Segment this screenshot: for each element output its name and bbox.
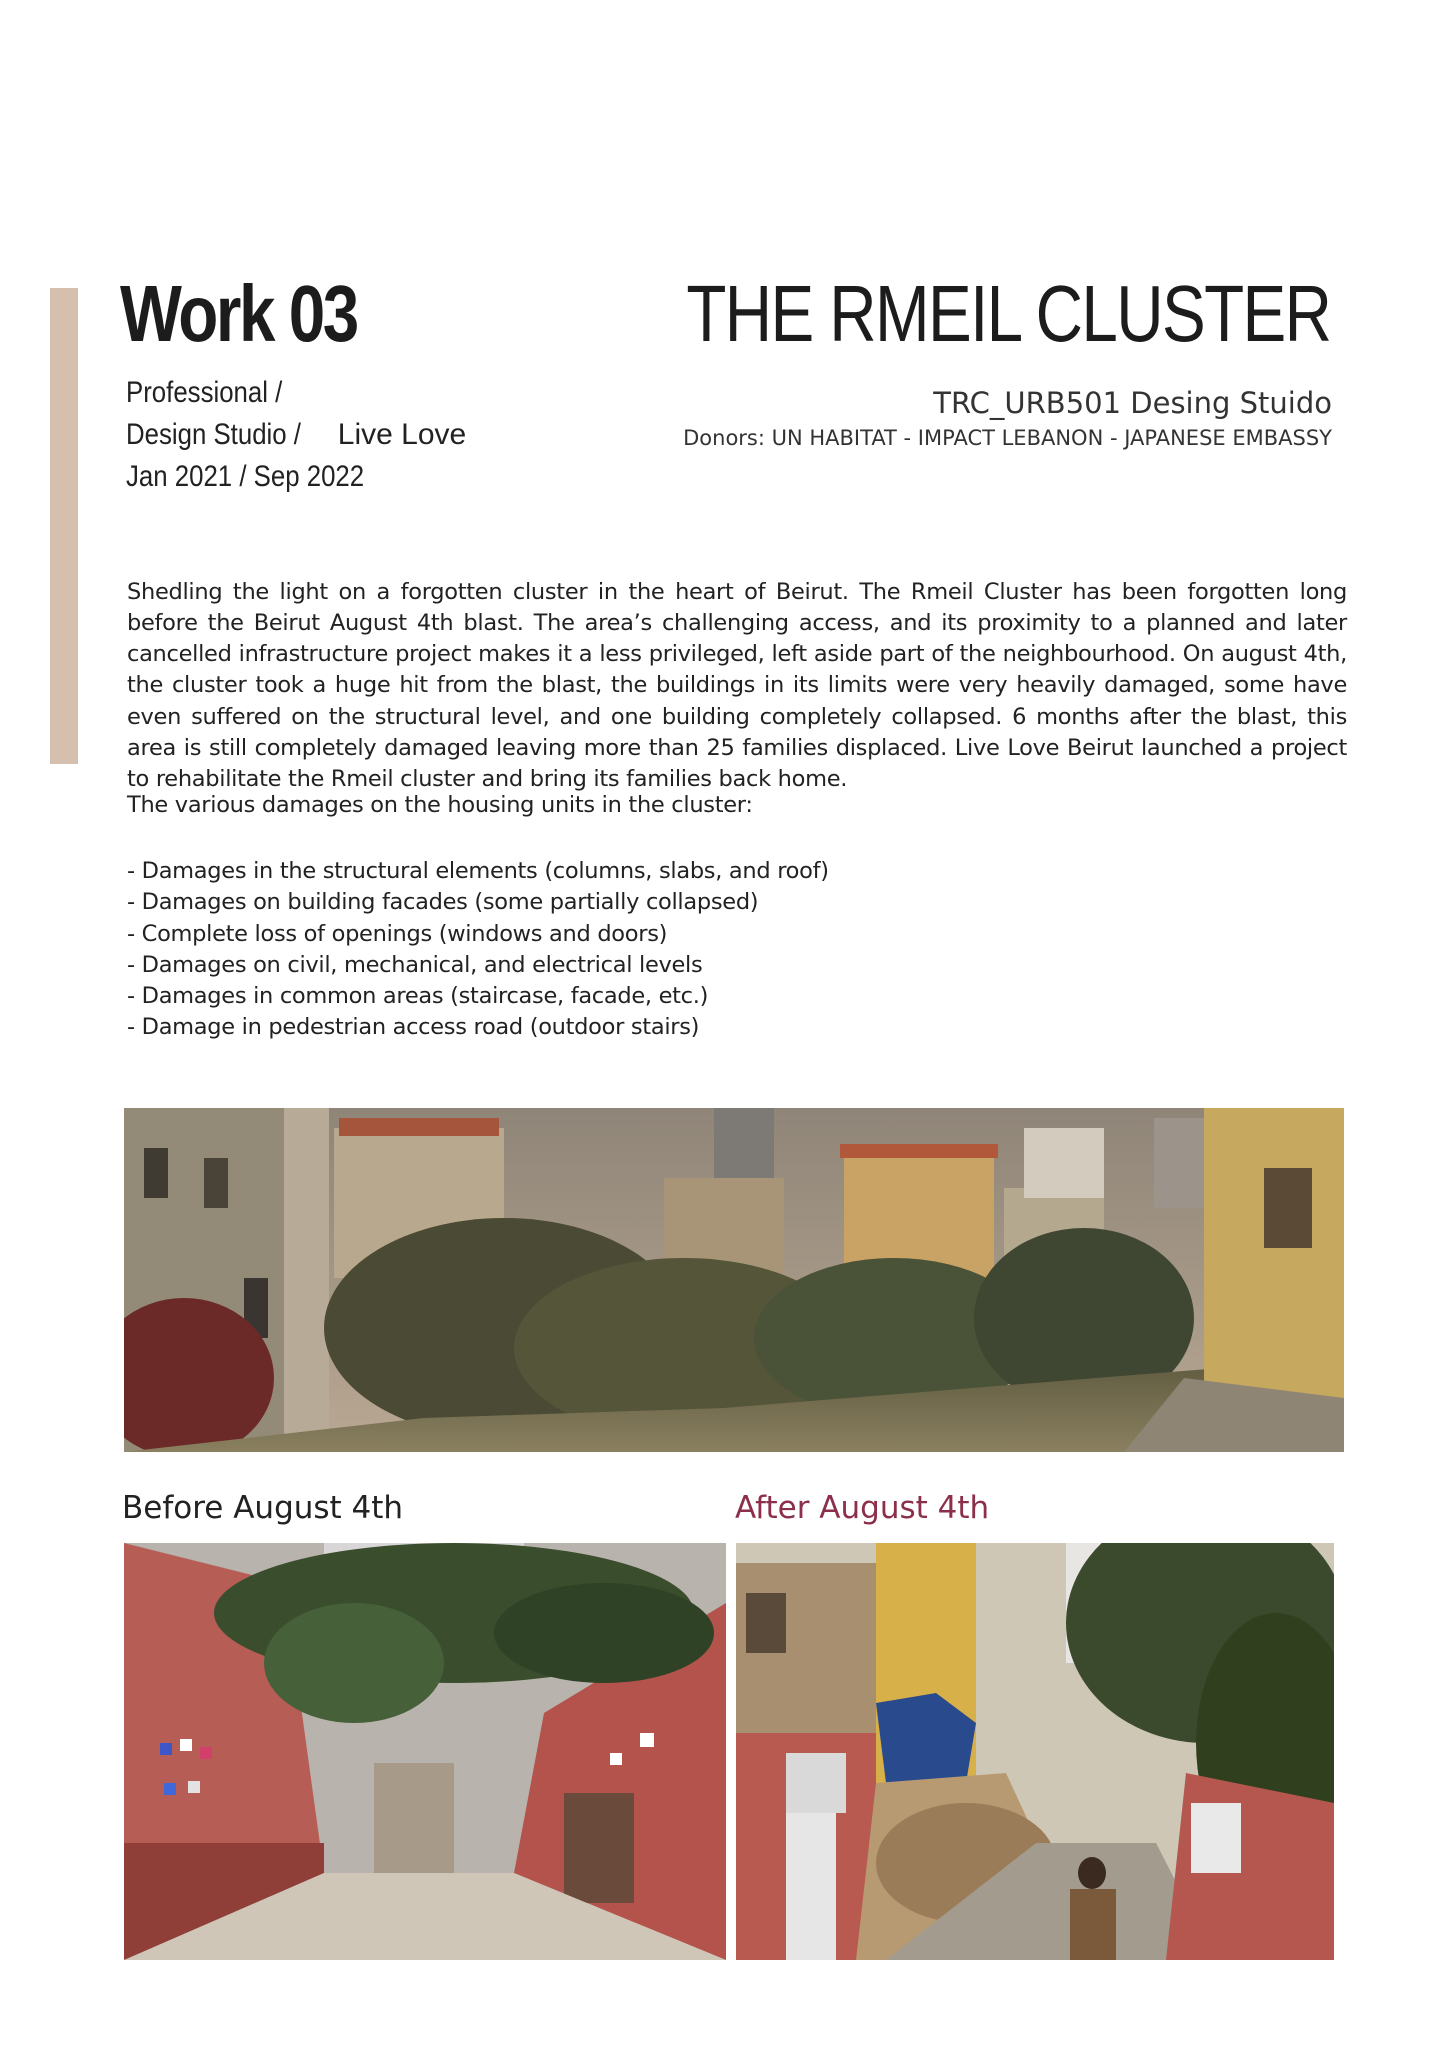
after-photo xyxy=(736,1543,1334,1960)
damage-item: - Damages in common areas (staircase, facade, etc.) xyxy=(127,983,709,1010)
accent-bar xyxy=(50,288,78,764)
meta-role: Professional / xyxy=(126,376,283,409)
damage-item: - Complete loss of openings (windows and doors) xyxy=(127,920,668,947)
meta-line-3 xyxy=(126,456,466,498)
damage-item: - Damages in the structural elements (columns, slabs, and roof) xyxy=(127,858,829,884)
damage-item: - Damage in pedestrian access road (outdoor stairs) xyxy=(127,1014,700,1041)
donors-line: Donors: UN HABITAT - IMPACT LEBANON - JAPANESE EMBASSY xyxy=(683,426,1332,450)
caption-before: Before August 4th xyxy=(122,1490,404,1526)
project-title: THE RMEIL CLUSTER xyxy=(685,269,1330,358)
course-code: TRC_URB501 Desing Stuido xyxy=(933,386,1332,420)
before-photo xyxy=(124,1543,726,1960)
damage-item: - Damages on building facades (some partially collapsed) xyxy=(127,889,759,916)
project-meta xyxy=(126,372,466,498)
panorama-photo xyxy=(124,1108,1344,1452)
damages-intro: The various damages on the housing units in the cluster: xyxy=(127,792,753,818)
meta-dates: Jan 2021 / Sep 2022 xyxy=(126,460,365,493)
caption-after: After August 4th xyxy=(735,1490,990,1526)
damages-list xyxy=(127,856,829,1044)
meta-line-2 xyxy=(126,414,466,456)
meta-line-1 xyxy=(126,372,466,414)
work-title: Work 03 xyxy=(120,269,357,358)
meta-studio: Design Studio / xyxy=(126,418,301,451)
project-description: Shedling the light on a forgotten cluster in the heart of Beirut. The Rmeil Cluster has been forgotten long before the Beirut August 4th blast. The area’s challenging access, and its proximity to a planned and later cancelled infrastructure project makes it a less privileged, left aside part of the neighbourhood. On august 4th, the cluster took a huge hit from the blast, the buildings in its limits were very heavily damaged, some have even suffered on the structural level, and one building completely collapsed. 6 months after the blast, this area is still completely damaged leaving more than 25 families displaced. Live Love Beirut launched a project to rehabilitate the Rmeil cluster and bring its families back home. xyxy=(127,578,1347,793)
damage-item: - Damages on civil, mechanical, and electrical levels xyxy=(127,951,703,978)
meta-client: Live Love xyxy=(329,418,467,451)
